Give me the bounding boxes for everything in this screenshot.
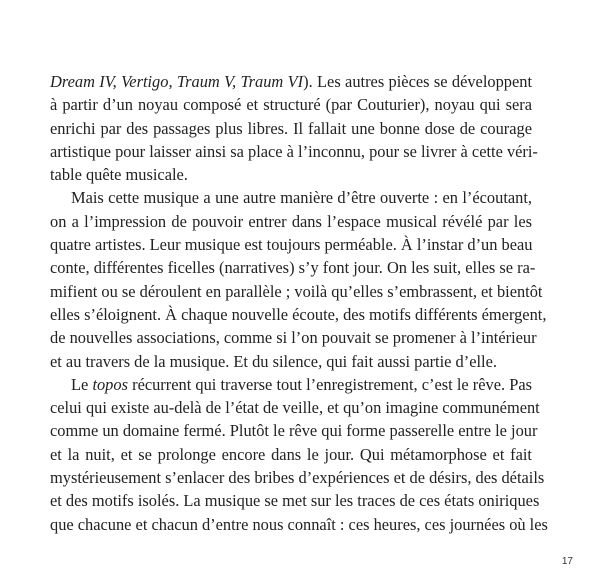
text-segment: elles s’éloignent. À chaque nouvelle écoute, des motifs différents émergent,: [50, 304, 547, 324]
text-line: [50, 513, 548, 536]
text-segment: quatre artistes. Leur musique est toujours perméable. À l’instar d’un beau: [50, 235, 533, 255]
text-segment: récurrent qui traverse tout l’enregistrement, c’est le rêve. Pas: [127, 374, 532, 394]
text-segment: et la nuit, et se prolonge encore dans le jour. Qui métamorphose et fait: [50, 444, 532, 464]
text-line: [50, 280, 543, 303]
text-line: [50, 419, 538, 442]
text-line: [50, 373, 532, 396]
text-line: [50, 326, 537, 349]
text-segment: mifient ou se déroulent en parallèle ; voilà qu’elles s’embrassent, et bientôt: [50, 281, 543, 301]
text-line: [50, 70, 532, 93]
text-line: [50, 256, 536, 279]
paragraph: [50, 373, 548, 536]
body-text: [50, 70, 548, 536]
text-line: [50, 117, 532, 140]
text-segment: enrichi par des passages plus libres. Il fallait une bonne dose de courage: [50, 118, 532, 138]
text-line: [50, 350, 532, 373]
text-segment: artistique pour laisser ainsi sa place à l’inconnu, pour se livrer à cette véri-: [50, 141, 538, 161]
text-line: [50, 396, 540, 419]
text-line: [50, 140, 538, 163]
text-line: [50, 303, 547, 326]
text-segment: à partir d’un noyau composé et structuré (par Couturier), noyau qui sera: [50, 95, 532, 115]
text-segment: Le: [71, 374, 93, 394]
text-line: [50, 93, 532, 116]
text-line: [50, 489, 540, 512]
text-segment: ). Les autres pièces se développent: [303, 72, 533, 91]
text-line: [50, 186, 532, 209]
text-segment: celui qui existe au-delà de l’état de veille, et qu’on imagine communément: [50, 398, 540, 418]
text-line: [50, 443, 532, 466]
text-segment: Mais cette musique a une autre manière d’être ouverte : en l’écoutant,: [71, 188, 532, 208]
page-number: 17: [561, 556, 573, 567]
text-line: [50, 210, 532, 233]
text-segment: que chacune et chacun d’entre nous connaît : ces heures, ces journées où les: [50, 514, 548, 534]
text-segment: table quête musicale.: [50, 165, 188, 185]
italic-text: Dream IV, Vertigo, Traum V, Traum VI: [50, 72, 304, 91]
text-segment: comme un domaine fermé. Plutôt le rêve qui forme passerelle entre le jour: [50, 421, 538, 441]
text-line: [50, 163, 532, 186]
text-segment: on a l’impression de pouvoir entrer dans l’espace musical révélé par les: [50, 211, 532, 231]
text-segment: et au travers de la musique. Et du silence, qui fait aussi partie d’elle.: [50, 351, 497, 371]
italic-text: topos: [92, 374, 128, 394]
text-segment: de nouvelles associations, comme si l’on pouvait se promener à l’intérieur: [50, 328, 537, 348]
text-segment: et des motifs isolés. La musique se met sur les traces de ces états oniriques: [50, 491, 540, 511]
text-line: [50, 466, 545, 489]
text-segment: mystérieusement s’enlacer des bribes d’expériences et de désirs, des détails: [50, 468, 545, 488]
paragraph: [50, 186, 547, 372]
text-line: [50, 233, 532, 256]
text-segment: conte, différentes ficelles (narratives) s’y font jour. On les suit, elles se ra-: [50, 258, 536, 278]
paragraph: [50, 70, 538, 186]
